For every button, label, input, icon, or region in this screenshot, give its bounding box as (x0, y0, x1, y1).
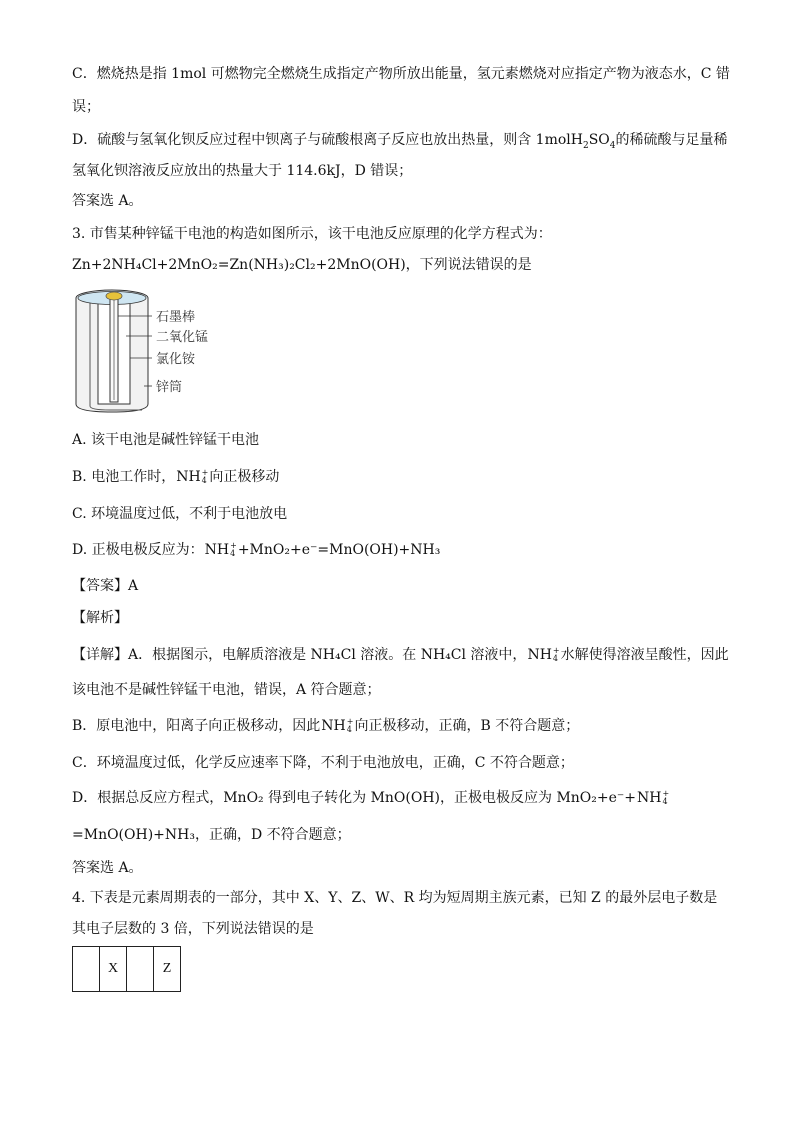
label-graphite-rod: 石墨棒 (156, 310, 196, 325)
periodic-table-fragment (72, 946, 181, 992)
question-stem: 其电子层数的 3 倍，下列说法错误的是 (72, 921, 314, 937)
question-stem: 4. 下表是元素周期表的一部分，其中 X、Y、Z、W、R 均为短周期主族元素，已知 Z 的最外层电子数是 (72, 890, 718, 906)
analysis-tag: 【解析】 (72, 610, 128, 626)
subscript: 4 (609, 140, 616, 151)
text-span: B. 电池工作时， (72, 469, 176, 485)
ion-base: NH (321, 718, 346, 734)
battery-diagram (70, 286, 240, 418)
ion-subscript: 4 (346, 725, 352, 734)
label-manganese-dioxide: 二氧化锰 (156, 330, 209, 345)
ammonium-ion (527, 645, 559, 665)
text-line: C．燃烧热是指 1mol 可燃物完全燃烧生成指定产物所放出能量，氢元素燃烧对应指定产物为液态水，C 错 (72, 66, 730, 82)
text-span: 的稀硫酸与足量稀 (615, 132, 728, 148)
detail-line: =MnO(OH)+NH₃，正确，D 不符合题意； (72, 827, 351, 843)
text-span: 水解使得溶液呈酸性，因此 (560, 647, 729, 663)
label-ammonium-chloride: 氯化铵 (156, 352, 196, 367)
answer-tag: 【答案】A (72, 578, 139, 594)
chemical-equation: Zn+2NH₄Cl+2MnO₂=Zn(NH₃)₂Cl₂+2MnO(OH)，下列说法错误的是 (72, 257, 532, 273)
text-span: SO (588, 132, 610, 148)
text-span: 【详解】A．根据图示，电解质溶液是 NH₄Cl 溶液。在 NH₄Cl 溶液中， (72, 647, 527, 663)
ion-subscript: 4 (230, 549, 236, 558)
label-zinc-can: 锌筒 (156, 380, 183, 395)
table-cell (127, 947, 154, 992)
ion-base: NH (204, 542, 230, 558)
ammonium-ion (176, 467, 208, 487)
detail-line: 该电池不是碱性锌锰干电池，错误，A 符合题意； (72, 682, 381, 698)
detail-line (72, 788, 670, 808)
answer-line: 答案选 A。 (72, 860, 143, 876)
text-line: 氢氧化钡溶液反应放出的热量大于 114.6kJ，D 错误； (72, 163, 413, 179)
table-cell: X (100, 947, 127, 992)
question-stem: 3. 市售某种锌锰干电池的构造如图所示，该干电池反应原理的化学方程式为： (72, 226, 552, 242)
text-line (72, 130, 728, 150)
ammonium-ion (321, 716, 353, 736)
ion-base: NH (527, 647, 552, 663)
text-span: +MnO₂+e⁻=MnO(OH)+NH₃ (237, 542, 441, 558)
option-d (72, 540, 440, 560)
ion-charge: + (230, 541, 237, 550)
text-span: D. 正极电极反应为： (72, 542, 204, 558)
ion-charge: + (346, 717, 354, 726)
ion-subscript: 4 (552, 654, 558, 663)
option-c: C. 环境温度过低，不利于电池放电 (72, 506, 288, 522)
ion-subscript: 4 (201, 476, 207, 485)
ammonium-ion (205, 540, 237, 560)
text-span: D．硫酸与氢氧化钡反应过程中钡离子与硫酸根离子反应也放出热量，则含 1molH (72, 132, 583, 148)
text-line: 答案选 A。 (72, 193, 143, 209)
text-span: B．原电池中，阳离子向正极移动，因此 (72, 718, 321, 734)
ion-charge: + (662, 789, 670, 798)
text-span: D．根据总反应方程式，MnO₂ 得到电子转化为 MnO(OH)，正极电极反应为 MnO₂+e⁻+ (72, 790, 637, 806)
text-span: 向正极移动，正确，B 不符合题意； (354, 718, 580, 734)
detail-line: C．环境温度过低，化学反应速率下降，不利于电池放电，正确，C 不符合题意； (72, 755, 574, 771)
ion-base: NH (176, 469, 201, 485)
ammonium-ion (637, 788, 669, 808)
detail-line (72, 716, 579, 736)
text-line: 误； (72, 99, 100, 115)
ion-subscript: 4 (662, 797, 668, 806)
option-b (72, 467, 279, 487)
ion-base: NH (637, 790, 662, 806)
ion-charge: + (552, 646, 560, 655)
detail-line (72, 645, 729, 665)
table-cell (73, 947, 100, 992)
text-span: 向正极移动 (209, 469, 280, 485)
ion-charge: + (201, 468, 209, 477)
option-a: A. 该干电池是碱性锌锰干电池 (72, 432, 260, 448)
subscript: 2 (582, 140, 589, 151)
table-cell: Z (154, 947, 181, 992)
